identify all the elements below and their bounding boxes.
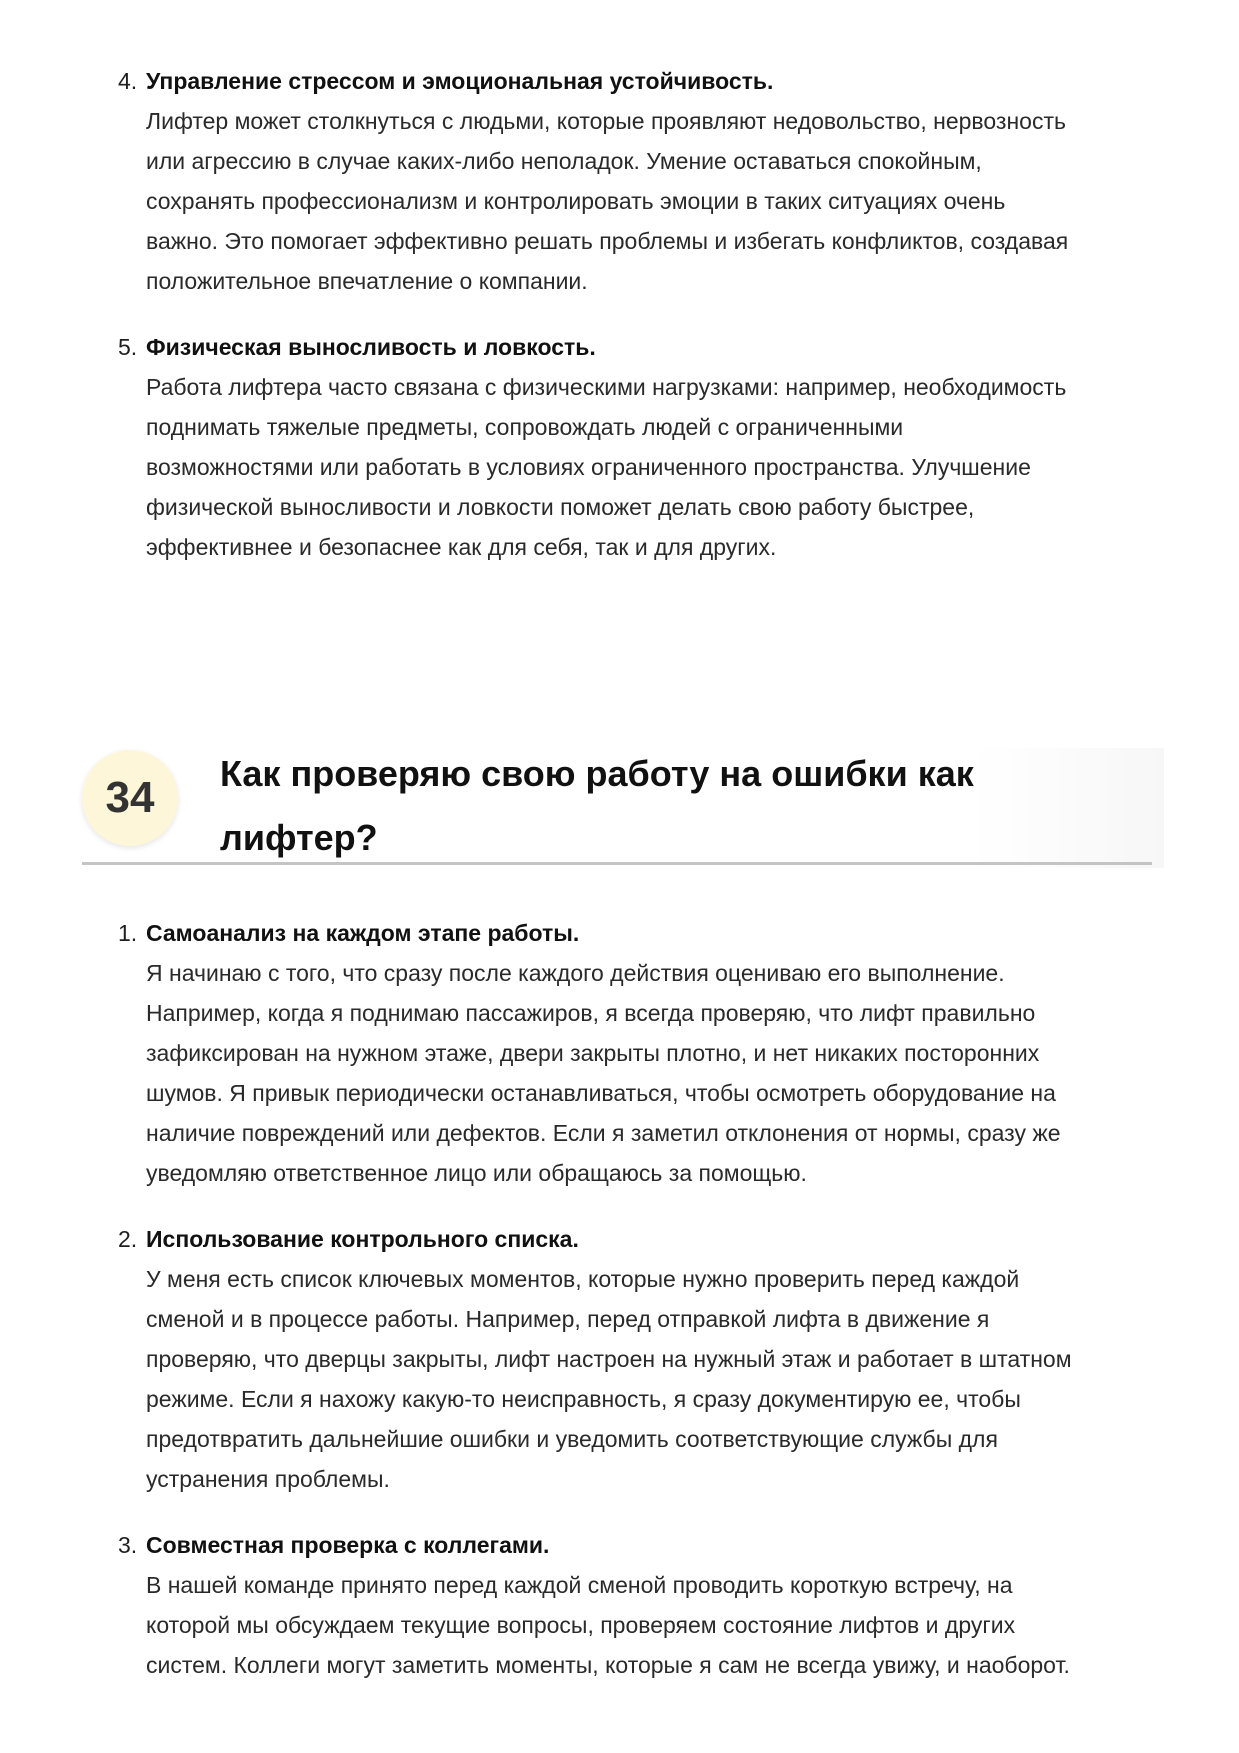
section-number-badge: 34 bbox=[82, 750, 178, 846]
item-line: сменой и в процессе работы. Например, перед отправкой лифта в движение я bbox=[146, 1306, 990, 1332]
list-item bbox=[118, 61, 1158, 301]
item-title: Самоанализ на каждом этапе работы. bbox=[146, 920, 580, 946]
item-number: 1. bbox=[118, 920, 138, 946]
list-item bbox=[118, 327, 1158, 567]
item-number: 5. bbox=[118, 334, 138, 360]
item-line: эффективнее и безопаснее как для себя, так и для других. bbox=[146, 534, 777, 560]
item-line: предотвратить дальнейшие ошибки и уведомить соответствующие службы для bbox=[146, 1426, 998, 1452]
item-title: Совместная проверка с коллегами. bbox=[146, 1532, 550, 1558]
item-title: Физическая выносливость и ловкость. bbox=[146, 334, 596, 360]
item-line: Например, когда я поднимаю пассажиров, я всегда проверяю, что лифт правильно bbox=[146, 1000, 1036, 1026]
item-line: физической выносливости и ловкости поможет делать свою работу быстрее, bbox=[146, 494, 975, 520]
item-line: которой мы обсуждаем текущие вопросы, проверяем состояние лифтов и других bbox=[146, 1612, 1016, 1638]
item-line: систем. Коллеги могут заметить моменты, которые я сам не всегда увижу, и наоборот. bbox=[146, 1652, 1070, 1678]
item-line: В нашей команде принято перед каждой сменой проводить короткую встречу, на bbox=[146, 1572, 1013, 1598]
item-line: возможностями или работать в условиях ограниченного пространства. Улучшение bbox=[146, 454, 1031, 480]
item-line: Я начинаю с того, что сразу после каждого действия оцениваю его выполнение. bbox=[146, 960, 1005, 986]
item-line: У меня есть список ключевых моментов, которые нужно проверить перед каждой bbox=[146, 1266, 1020, 1292]
item-line: наличие повреждений или дефектов. Если я заметил отклонения от нормы, сразу же bbox=[146, 1120, 1061, 1146]
item-line: режиме. Если я нахожу какую-то неисправность, я сразу документирую ее, чтобы bbox=[146, 1386, 1021, 1412]
item-line: устранения проблемы. bbox=[146, 1466, 390, 1492]
skills-list bbox=[118, 61, 1158, 567]
item-line: поднимать тяжелые предметы, сопровождать людей с ограниченными bbox=[146, 414, 904, 440]
section-title-line: лифтер? bbox=[220, 817, 378, 858]
item-number: 3. bbox=[118, 1532, 138, 1558]
item-number: 2. bbox=[118, 1226, 138, 1252]
item-line: шумов. Я привык периодически останавливаться, чтобы осмотреть оборудование на bbox=[146, 1080, 1056, 1106]
section-header bbox=[82, 748, 1164, 870]
item-line: или агрессию в случае каких-либо неполадок. Умение оставаться спокойным, bbox=[146, 148, 982, 174]
item-line: Работа лифтера часто связана с физическими нагрузками: например, необходимость bbox=[146, 374, 1067, 400]
section-title-line: Как проверяю свою работу на ошибки как bbox=[220, 753, 974, 794]
section-title bbox=[220, 742, 1140, 870]
item-line: уведомляю ответственное лицо или обращаюсь за помощью. bbox=[146, 1160, 807, 1186]
item-line: зафиксирован на нужном этаже, двери закрыты плотно, и нет никаких посторонних bbox=[146, 1040, 1040, 1066]
list-item bbox=[118, 1525, 1158, 1685]
item-line: важно. Это помогает эффективно решать проблемы и избегать конфликтов, создавая bbox=[146, 228, 1069, 254]
item-line: проверяю, что дверцы закрыты, лифт настроен на нужный этаж и работает в штатном bbox=[146, 1346, 1072, 1372]
item-title: Использование контрольного списка. bbox=[146, 1226, 579, 1252]
item-line: положительное впечатление о компании. bbox=[146, 268, 588, 294]
checks-list bbox=[118, 913, 1158, 1685]
item-line: сохранять профессионализм и контролировать эмоции в таких ситуациях очень bbox=[146, 188, 1006, 214]
list-item bbox=[118, 913, 1158, 1193]
section-divider bbox=[82, 862, 1152, 865]
item-number: 4. bbox=[118, 68, 138, 94]
list-item bbox=[118, 1219, 1158, 1499]
item-title: Управление стрессом и эмоциональная устойчивость. bbox=[146, 68, 774, 94]
item-line: Лифтер может столкнуться с людьми, которые проявляют недовольство, нервозность bbox=[146, 108, 1066, 134]
